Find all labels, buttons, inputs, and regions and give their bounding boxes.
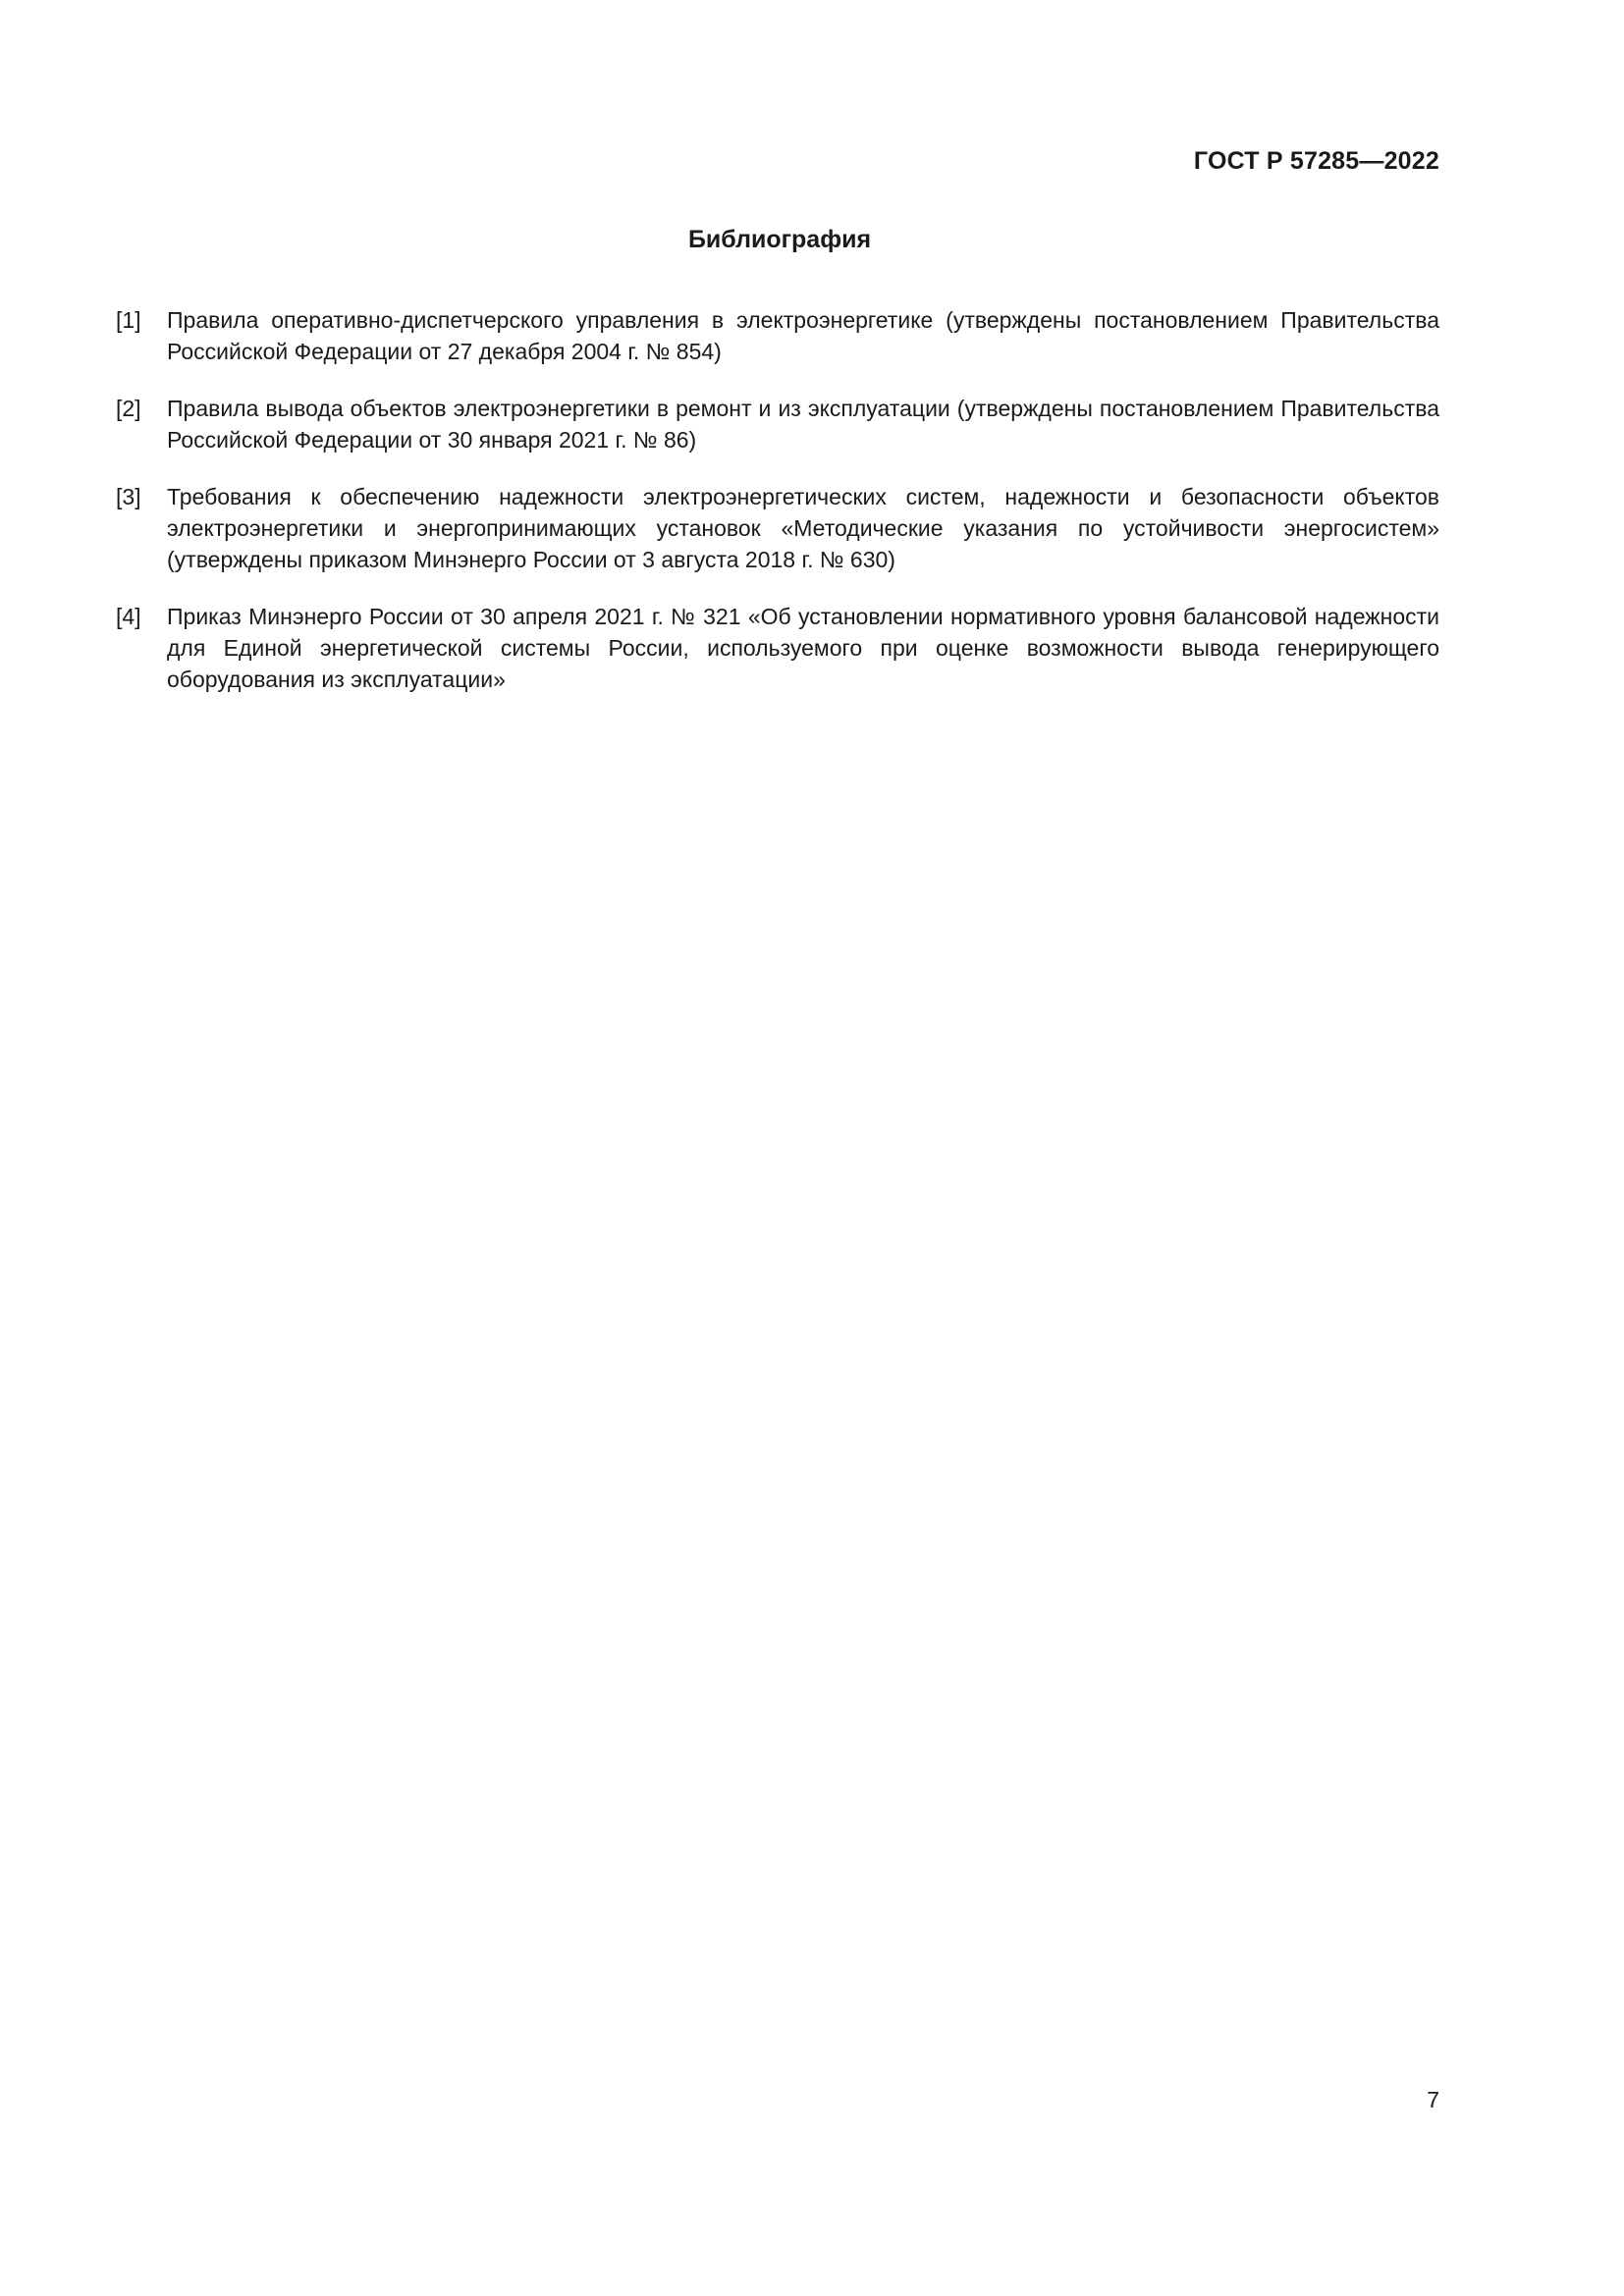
bibliography-entry — [116, 481, 1439, 575]
document-code: ГОСТ Р 57285—2022 — [1193, 147, 1439, 175]
bibliography-entry-number: [4] — [116, 604, 141, 629]
bibliography-entry-text: Правила вывода объектов электроэнергетики в ремонт и из эксплуатации (утверждены постановлением Правительства Российской Федерации от 30 января 2021 г. № 86) — [167, 396, 1439, 453]
bibliography-entry — [116, 304, 1439, 367]
bibliography-entry-number: [3] — [116, 484, 141, 509]
bibliography-entry-number: [1] — [116, 307, 141, 333]
bibliography-entry — [116, 393, 1439, 455]
section-title: Библиография — [687, 226, 872, 253]
bibliography-entry-text: Правила оперативно-диспетчерского управления в электроэнергетике (утверждены постановлением Правительства Российской Федерации от 27 декабря 2004 г. № 854) — [167, 307, 1439, 364]
bibliography-list — [116, 304, 1439, 721]
bibliography-entry-text: Приказ Минэнерго России от 30 апреля 2021 г. № 321 «Об установлении нормативного уровня балансовой надежности для Единой энергетической системы России, используемого при оценке возможности вывода генерирующего оборудования из эксплуатации» — [167, 604, 1439, 692]
page-number: 7 — [1427, 2087, 1439, 2112]
bibliography-entry-number: [2] — [116, 396, 141, 421]
bibliography-entry-text: Требования к обеспечению надежности электроэнергетических систем, надежности и безопасности объектов электроэнергетики и энергопринимающих установок «Методические указания по устойчивости энергосистем» (утверждены приказом Минэнерго России от 3 августа 2018 г. № 630) — [167, 484, 1439, 572]
bibliography-entry — [116, 601, 1439, 695]
